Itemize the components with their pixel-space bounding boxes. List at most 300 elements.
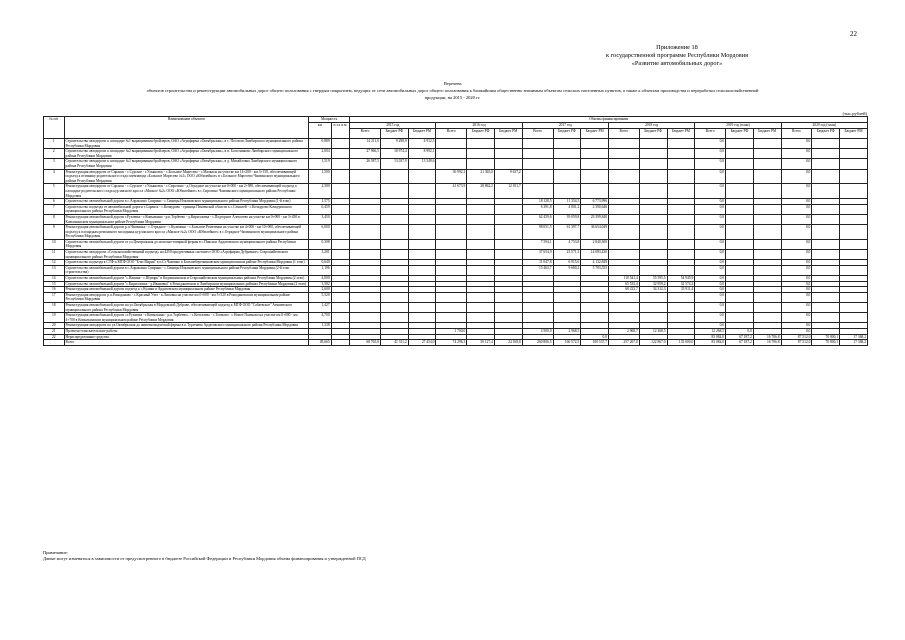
- row-km: 2,580: [309, 184, 332, 199]
- row-value: 6 773,996: [581, 199, 609, 205]
- row-value: [639, 184, 667, 199]
- row-number: 11: [44, 250, 65, 260]
- row-km: 1,519: [309, 159, 332, 169]
- row-value: [350, 184, 381, 199]
- row-value: [840, 313, 868, 323]
- header-sub: Бюджет РМ: [581, 129, 609, 139]
- row-value: 2 390,646: [581, 204, 609, 214]
- row-value: [726, 225, 754, 240]
- row-value: 4 753,8: [553, 239, 581, 249]
- row-value: 24 168,8: [494, 340, 522, 346]
- row-value: [608, 169, 639, 184]
- row-value: [494, 139, 522, 149]
- row-value: 68 765,0: [350, 340, 381, 346]
- row-value: [753, 139, 781, 149]
- row-value: [667, 239, 695, 249]
- row-pm: [331, 169, 350, 184]
- row-value: 32 574,2: [667, 281, 695, 287]
- row-value: 9 637,2: [494, 169, 522, 184]
- row-value: [639, 139, 667, 149]
- row-km: 0,459: [309, 204, 332, 214]
- row-name: Строительство автодороги к площадке №1 выращивания бройлеров, ОАО «Агрофирма «Октябрьская», в с. Посопов Лямбирского муниципального района Республики Мордовия: [64, 139, 309, 149]
- row-value: [608, 250, 639, 260]
- row-value: [380, 214, 408, 224]
- row-value: [639, 169, 667, 184]
- row-km: 4,000: [309, 276, 332, 282]
- row-value: [522, 159, 553, 169]
- row-pm: [331, 184, 350, 199]
- row-value: 0,0: [781, 281, 812, 287]
- row-value: [753, 149, 781, 159]
- row-value: [380, 292, 408, 302]
- row-number: 19: [44, 313, 65, 323]
- row-value: [812, 265, 840, 275]
- row-value: [726, 250, 754, 260]
- table-row: [44, 225, 868, 240]
- row-value: 32 959,2: [639, 281, 667, 287]
- row-number: 18: [44, 303, 65, 313]
- row-value: [840, 225, 868, 240]
- row-value: [581, 292, 609, 302]
- row-value: [522, 313, 553, 323]
- row-value: [380, 265, 408, 275]
- row-value: 0,0: [695, 287, 726, 293]
- row-value: 0,0: [781, 303, 812, 313]
- row-value: [726, 184, 754, 199]
- row-value: [494, 313, 522, 323]
- row-name: Строительство автомобильной дороги "с.Напина - с.Шуварь" в Кадошкинском и Старошайговском муниципальных районах Республики Мордовия (2 этап): [64, 276, 309, 282]
- header-year: 2018 год: [608, 123, 694, 129]
- header-sub: Всего: [436, 129, 467, 139]
- row-value: 0,0: [726, 328, 754, 334]
- row-name: Реконструкция автомобильной дороги р.п.Чамзинка - с.Отрадное - с.Кульмино - с.Большое Ремезенки на участке км 4+000 - км 10+000, обеспечивающей подъезд к площадкам ремонтного молодняка кур мясного кросса «Мясное №2» ООО «Юбилейное» в с.Отрадное Чамзинского муниципального района Республики Мордовия: [64, 225, 309, 240]
- row-km: 1,575: [309, 199, 332, 205]
- row-value: [380, 303, 408, 313]
- row-value: 12 268,5: [695, 328, 726, 334]
- row-name: Реконструкция автодороги р.п.Ромоданово - с.Красный Узел - к.Липовка на участке км 0+000 - км 5+520 в Ромодановском муниципальном районе Республики Мордовия: [64, 292, 309, 302]
- row-value: 8 992,1: [408, 149, 436, 159]
- row-value: [726, 313, 754, 323]
- row-km: 3,582: [309, 281, 332, 287]
- row-number: 1: [44, 139, 65, 149]
- row-value: 13 037,9: [380, 159, 408, 169]
- row-value: [753, 265, 781, 275]
- row-value: 23 399,840: [581, 214, 609, 224]
- row-value: 14 211,0: [350, 139, 381, 149]
- row-value: [380, 169, 408, 184]
- row-value: 55 595,5: [639, 276, 667, 282]
- row-value: [380, 313, 408, 323]
- row-value: 4 912,5: [408, 139, 436, 149]
- row-value: [380, 225, 408, 240]
- row-value: 9 298,9: [380, 139, 408, 149]
- row-value: [812, 139, 840, 149]
- row-number: 2: [44, 149, 65, 159]
- row-value: [639, 204, 667, 214]
- row-name: Строительство автомобильной дороги от ул.Центральная до молочно-товарной фермы в с.Пиксяси Ардатовского муниципального района Республики Мордовия: [64, 239, 309, 249]
- row-value: [467, 214, 495, 224]
- row-pm: [331, 250, 350, 260]
- row-value: [608, 159, 639, 169]
- row-value: 9 680,2: [553, 265, 581, 275]
- row-value: 260 806,5: [522, 340, 553, 346]
- row-value: [753, 313, 781, 323]
- row-value: [494, 303, 522, 313]
- row-value: [436, 225, 467, 240]
- row-pm: [331, 225, 350, 240]
- row-value: [753, 292, 781, 302]
- unit-label: (тыс.рублей): [842, 111, 867, 116]
- row-km: 0,640: [309, 260, 332, 266]
- table-row: [44, 204, 868, 214]
- header-sub: Всего: [350, 129, 381, 139]
- row-value: 6 391,8: [522, 204, 553, 214]
- row-value: [553, 303, 581, 313]
- row-value: 67 187,2: [726, 334, 754, 340]
- row-value: 2 968,7: [608, 328, 639, 334]
- row-value: [726, 204, 754, 214]
- row-value: 26 587,5: [350, 159, 381, 169]
- row-value: [467, 149, 495, 159]
- row-value: [812, 184, 840, 199]
- row-value: 0,0: [695, 303, 726, 313]
- row-value: [667, 265, 695, 275]
- row-km: 2,600: [309, 287, 332, 293]
- row-value: [581, 169, 609, 184]
- row-name: Реконструкция автомобильной дороги г.Рузаевка - г.Ковылкино - р.п.Торбеево - д.Кирилловка - с.Подгорное Алексеево на участке км 0+000 - км 3+450 в Ковылкинском муниципальном районе Республики Мордовия: [64, 214, 309, 224]
- row-value: [667, 214, 695, 224]
- row-value: 41 673,9: [436, 184, 467, 199]
- row-value: [840, 239, 868, 249]
- row-value: [608, 265, 639, 275]
- row-value: [726, 239, 754, 249]
- row-number: 15: [44, 281, 65, 287]
- row-value: [639, 239, 667, 249]
- row-km: 1,427: [309, 303, 332, 313]
- row-value: [436, 149, 467, 159]
- row-pm: [331, 149, 350, 159]
- row-value: 0,0: [695, 169, 726, 184]
- table-row: [44, 292, 868, 302]
- row-value: 41 311,2: [380, 340, 408, 346]
- row-value: 21 365,0: [467, 169, 495, 184]
- row-value: [753, 303, 781, 313]
- row-value: [494, 225, 522, 240]
- notes-title: Примечание:: [43, 550, 68, 555]
- document-title: [40, 80, 865, 101]
- row-pm: [331, 303, 350, 313]
- row-value: [608, 239, 639, 249]
- row-value: 27 454,0: [408, 340, 436, 346]
- row-value: [812, 149, 840, 159]
- row-value: 0,0: [781, 328, 812, 334]
- row-value: [350, 292, 381, 302]
- appendix-header: [557, 44, 797, 68]
- row-value: [350, 204, 381, 214]
- row-value: [753, 184, 781, 199]
- table-row: [44, 149, 868, 159]
- row-value: [553, 313, 581, 323]
- row-value: [608, 149, 639, 159]
- row-value: 2 840,300: [581, 239, 609, 249]
- row-value: 68 223,7: [608, 287, 639, 293]
- row-value: [494, 204, 522, 214]
- row-pm: [331, 214, 350, 224]
- header-sub: Бюджет РФ: [812, 129, 840, 139]
- header-sub: Бюджет РМ: [753, 129, 781, 139]
- row-value: [467, 303, 495, 313]
- row-value: [350, 265, 381, 275]
- row-number: 12: [44, 260, 65, 266]
- row-value: 0,0: [781, 159, 812, 169]
- row-value: [436, 159, 467, 169]
- row-value: [753, 225, 781, 240]
- row-value: 18 128,5: [522, 199, 553, 205]
- row-value: [408, 265, 436, 275]
- header-sub: Бюджет РМ: [667, 129, 695, 139]
- row-value: [436, 214, 467, 224]
- row-value: [840, 214, 868, 224]
- row-km: 49,665: [309, 340, 332, 346]
- row-value: [639, 265, 667, 275]
- row-value: [467, 250, 495, 260]
- row-value: [726, 292, 754, 302]
- row-value: [553, 169, 581, 184]
- row-value: 122 867,0: [639, 340, 667, 346]
- row-number: 16: [44, 287, 65, 293]
- row-value: [608, 214, 639, 224]
- row-value: [608, 204, 639, 214]
- header-sub: Бюджет РФ: [467, 129, 495, 139]
- row-value: [436, 265, 467, 275]
- header-year: 2017 год: [522, 123, 608, 129]
- header-km: км: [309, 123, 332, 139]
- row-value: 70 800,1: [812, 334, 840, 340]
- row-value: [408, 184, 436, 199]
- row-value: 4 001,2: [553, 204, 581, 214]
- row-value: [522, 184, 553, 199]
- row-pm: [331, 159, 350, 169]
- row-value: 160 572,5: [553, 340, 581, 346]
- row-value: [753, 204, 781, 214]
- header-capacity: Мощность: [309, 117, 350, 123]
- row-value: [522, 292, 553, 302]
- row-value: 0,0: [781, 204, 812, 214]
- row-value: 54 945,9: [667, 276, 695, 282]
- row-pm: [331, 139, 350, 149]
- row-value: [350, 313, 381, 323]
- row-km: 3,450: [309, 214, 332, 224]
- row-value: [753, 214, 781, 224]
- row-value: [553, 159, 581, 169]
- row-value: 87 512,0: [781, 340, 812, 346]
- row-value: [639, 214, 667, 224]
- table-row: [44, 159, 868, 169]
- row-value: [667, 204, 695, 214]
- row-value: 27 966,5: [350, 149, 381, 159]
- row-value: [639, 303, 667, 313]
- notes: [43, 550, 366, 562]
- row-value: 0,0: [781, 225, 812, 240]
- row-value: [494, 159, 522, 169]
- row-value: 4 500,0: [522, 328, 553, 334]
- row-value: 11 354,5: [553, 199, 581, 205]
- row-value: 0,0: [695, 139, 726, 149]
- row-value: [840, 159, 868, 169]
- row-value: [726, 139, 754, 149]
- row-value: [840, 303, 868, 313]
- table-row: [44, 184, 868, 199]
- row-value: [581, 184, 609, 199]
- row-pm: [331, 313, 350, 323]
- row-value: [840, 184, 868, 199]
- row-number: 22: [44, 334, 65, 340]
- notes-text: Даные могут изменяться в зависимости от предусмотренного в бюджете Российской Федерации и Республики Мордовия объема финансирования и утвержденной ПСД: [43, 556, 366, 561]
- row-value: [753, 159, 781, 169]
- header-year: 2020 год (план): [781, 123, 867, 129]
- table-row: [44, 250, 868, 260]
- row-value: [494, 214, 522, 224]
- row-value: 14 083,430: [581, 250, 609, 260]
- header-year: 2016 год: [436, 123, 522, 129]
- row-name: Реконструкция автодороги по ул.Октябрьская до животноводческой фермы в п.Тургенево Ардатовского муниципального района Республики Мордовия: [64, 323, 309, 329]
- row-value: 34 312,3: [639, 287, 667, 293]
- header-year: 2015 год: [350, 123, 436, 129]
- row-value: 0,0: [695, 184, 726, 199]
- row-value: [608, 313, 639, 323]
- row-value: [840, 265, 868, 275]
- row-pm: [331, 204, 350, 214]
- row-number: 4: [44, 169, 65, 184]
- row-value: [494, 265, 522, 275]
- row-number: 6: [44, 199, 65, 205]
- row-value: [522, 149, 553, 159]
- row-name: Проектно-изыскательские работы: [64, 328, 309, 334]
- row-value: 0,0: [781, 149, 812, 159]
- row-value: 0,0: [781, 214, 812, 224]
- row-value: 62 459,6: [522, 214, 553, 224]
- row-value: [840, 139, 868, 149]
- row-value: 65 533,4: [608, 281, 639, 287]
- table-row: [44, 340, 868, 346]
- row-number: 13: [44, 265, 65, 275]
- row-value: [812, 214, 840, 224]
- row-value: 135 000,0: [667, 340, 695, 346]
- row-value: [667, 225, 695, 240]
- row-value: [667, 149, 695, 159]
- row-value: 12 268,5: [639, 328, 667, 334]
- row-value: [581, 159, 609, 169]
- row-value: [350, 169, 381, 184]
- row-value: [608, 292, 639, 302]
- header-num: № п/п: [44, 117, 65, 139]
- row-value: [350, 250, 381, 260]
- row-value: [840, 204, 868, 214]
- row-value: 0,0: [695, 313, 726, 323]
- row-value: [436, 204, 467, 214]
- row-pm: [331, 292, 350, 302]
- row-value: 0,0: [781, 313, 812, 323]
- row-name: Строительство подъезда к СТФ и МТФ ООО "Б-во Марня" в п.Ст.Чамзино в Большеберезниковском муниципальном районе Республики Мордовия (1 этап): [64, 260, 309, 266]
- row-value: [350, 239, 381, 249]
- appendix-line2: к государственной программе Республики Мордовия: [605, 52, 749, 59]
- row-value: 36 654,049: [581, 225, 609, 240]
- row-value: 28 862,2: [467, 184, 495, 199]
- row-value: [380, 204, 408, 214]
- row-value: [608, 184, 639, 199]
- row-value: 0,0: [695, 149, 726, 159]
- row-number: 3: [44, 159, 65, 169]
- row-value: [494, 149, 522, 159]
- row-value: 61 397,7: [553, 225, 581, 240]
- row-pm: [331, 340, 350, 346]
- row-value: 6 915,6: [553, 260, 581, 266]
- row-value: [639, 250, 667, 260]
- row-value: [553, 149, 581, 159]
- row-value: [667, 169, 695, 184]
- header-year: 2019 год (план): [695, 123, 781, 129]
- row-value: [350, 225, 381, 240]
- row-value: [467, 239, 495, 249]
- row-value: [436, 250, 467, 260]
- row-number: 5: [44, 184, 65, 199]
- row-value: 17 368,2: [840, 340, 868, 346]
- row-pm: [331, 239, 350, 249]
- row-value: 0,0: [695, 292, 726, 302]
- header-name: Наименование объектов: [64, 117, 309, 139]
- row-value: [667, 139, 695, 149]
- row-value: 39 059,8: [553, 214, 581, 224]
- row-value: 83 084,0: [695, 340, 726, 346]
- row-value: [812, 250, 840, 260]
- page-number: 22: [850, 30, 857, 38]
- row-value: 257 267,0: [608, 340, 639, 346]
- row-name: Нераспределенные средства: [64, 334, 309, 340]
- row-value: [581, 303, 609, 313]
- row-value: [408, 204, 436, 214]
- row-value: 0,0: [695, 276, 726, 282]
- row-value: 110 541,4: [608, 276, 639, 282]
- row-value: [667, 303, 695, 313]
- row-value: 74 296,3: [436, 340, 467, 346]
- row-value: 0,0: [781, 250, 812, 260]
- row-km: 5,520: [309, 292, 332, 302]
- row-value: [581, 313, 609, 323]
- row-value: [350, 303, 381, 313]
- header-sub: Всего: [781, 129, 812, 139]
- row-value: 12 811,7: [494, 184, 522, 199]
- row-name: Реконструкция автодороги от Саранск - с.Сурское - г.Ульяновск - с.Большое Маресево - с.Мачкасы на участке км 14+200 - км 3+150, обеспечивающей подъезд к птичнику родительского стада племзавода «Большое Маресево №1» ООО «Юбилейное» в с.Большое Маресево Чамзинского муниципального района Республики Мордовия: [64, 169, 309, 184]
- row-name: Строительство подъезда от автомобильной дороги г.Саранск - с.Кочкурово - граница Пензенской области к с.Семилей - с.Кочкурово Кочкуровского муниципального района Республики Мордовия: [64, 204, 309, 214]
- row-value: 0,0: [781, 265, 812, 275]
- row-value: 33 911,4: [667, 287, 695, 293]
- row-value: [408, 292, 436, 302]
- row-number: 10: [44, 239, 65, 249]
- row-value: [494, 250, 522, 260]
- row-value: [494, 239, 522, 249]
- row-value: [726, 303, 754, 313]
- header-sub: Всего: [608, 129, 639, 139]
- row-value: 0,0: [695, 204, 726, 214]
- row-value: [812, 292, 840, 302]
- row-value: 18 974,4: [380, 149, 408, 159]
- row-name: Строительство автодороги «Сельскохозяйственный подъезд» на 4250 продуктивных скотомест ООО «Агрофирма Дубравное» Старошайговского муниципального района Республики Мордовия: [64, 250, 309, 260]
- header-sub: Бюджет РФ: [639, 129, 667, 139]
- row-value: 0,0: [781, 239, 812, 249]
- row-value: 11 047,8: [522, 260, 553, 266]
- row-name: Строительство автомобильной дороги "с.Кирилловка - д.Ивановка" в Ромодановском и Лямбирском муниципальных районах Республики Мордовия (2 этап): [64, 281, 309, 287]
- header-sub: Всего: [695, 129, 726, 139]
